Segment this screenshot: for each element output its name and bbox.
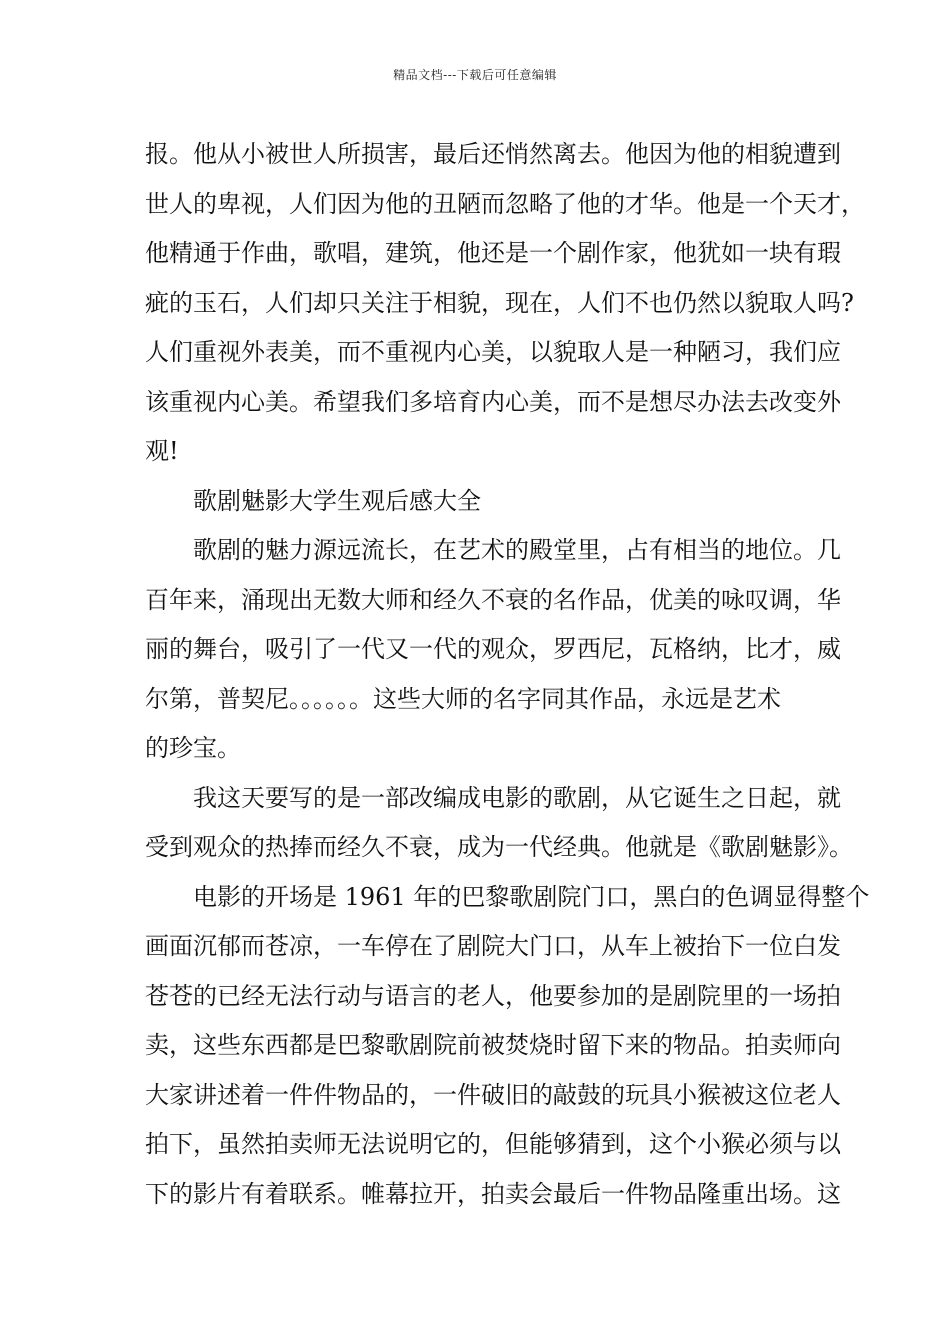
- paragraph-first-line: 我这天要写的是一部改编成电影的歌剧，从它诞生之日起，就: [193, 783, 841, 812]
- page-header: 精品文档---下载后可任意编辑: [393, 68, 557, 82]
- text-line: 下的影片有着联系。帷幕拉开，拍卖会最后一件物品隆重出场。这: [145, 1179, 841, 1208]
- text-line: 的珍宝。: [145, 734, 241, 762]
- paragraph-first-line: 歌剧的魅力源远流长，在艺术的殿堂里，占有相当的地位。几: [193, 536, 841, 564]
- text-line: 人们重视外表美，而不重视内心美，以貌取人是一种陋习，我们应: [145, 338, 841, 366]
- text-line: 观!: [145, 437, 179, 465]
- text-line: 报。他从小被世人所损害，最后还悄然离去。他因为他的相貌遭到: [145, 140, 841, 168]
- text-line: 画面沉郁而苍凉，一车停在了剧院大门口，从车上被抬下一位白发: [145, 932, 841, 960]
- paragraph-first-line: 电影的开场是 1961 年的巴黎歌剧院门口，黑白的色调显得整个: [193, 882, 870, 911]
- text-line: 世人的卑视，人们因为他的丑陋而忽略了他的才华。他是一个天才，: [145, 189, 865, 218]
- text-line: 丽的舞台，吸引了一代又一代的观众，罗西尼，瓦格纳，比才，威: [145, 635, 841, 663]
- text-line: 卖，这些东西都是巴黎歌剧院前被焚烧时留下来的物品。拍卖师向: [145, 1031, 841, 1059]
- text-line: 尔第，普契尼。。。。。。这些大师的名字同其作品，永远是艺术: [145, 684, 781, 713]
- text-line: 该重视内心美。希望我们多培育内心美，而不是想尽办法去改变外: [145, 387, 841, 416]
- text-line: 苍苍的已经无法行动与语言的老人，他要参加的是剧院里的一场拍: [145, 981, 841, 1010]
- document-body: [145, 130, 870, 1219]
- text-line: 受到观众的热捧而经久不衰，成为一代经典。他就是《歌剧魅影》。: [145, 833, 853, 861]
- text-line: 他精通于作曲，歌唱，建筑，他还是一个剧作家，他犹如一块有瑕: [145, 239, 841, 267]
- text-line: 拍下，虽然拍卖师无法说明它的，但能够猜到，这个小猴必须与以: [145, 1130, 841, 1158]
- text-line: 大家讲述着一件件物品的，一件破旧的敲鼓的玩具小猴被这位老人: [145, 1080, 841, 1109]
- text-line: 疵的玉石，人们却只关注于相貌，现在，人们不也仍然以貌取人吗?: [145, 288, 854, 317]
- paragraph-first-line: 歌剧魅影大学生观后感大全: [193, 486, 481, 515]
- text-line: 百年来，涌现出无数大师和经久不衰的名作品，优美的咏叹调，华: [145, 585, 841, 614]
